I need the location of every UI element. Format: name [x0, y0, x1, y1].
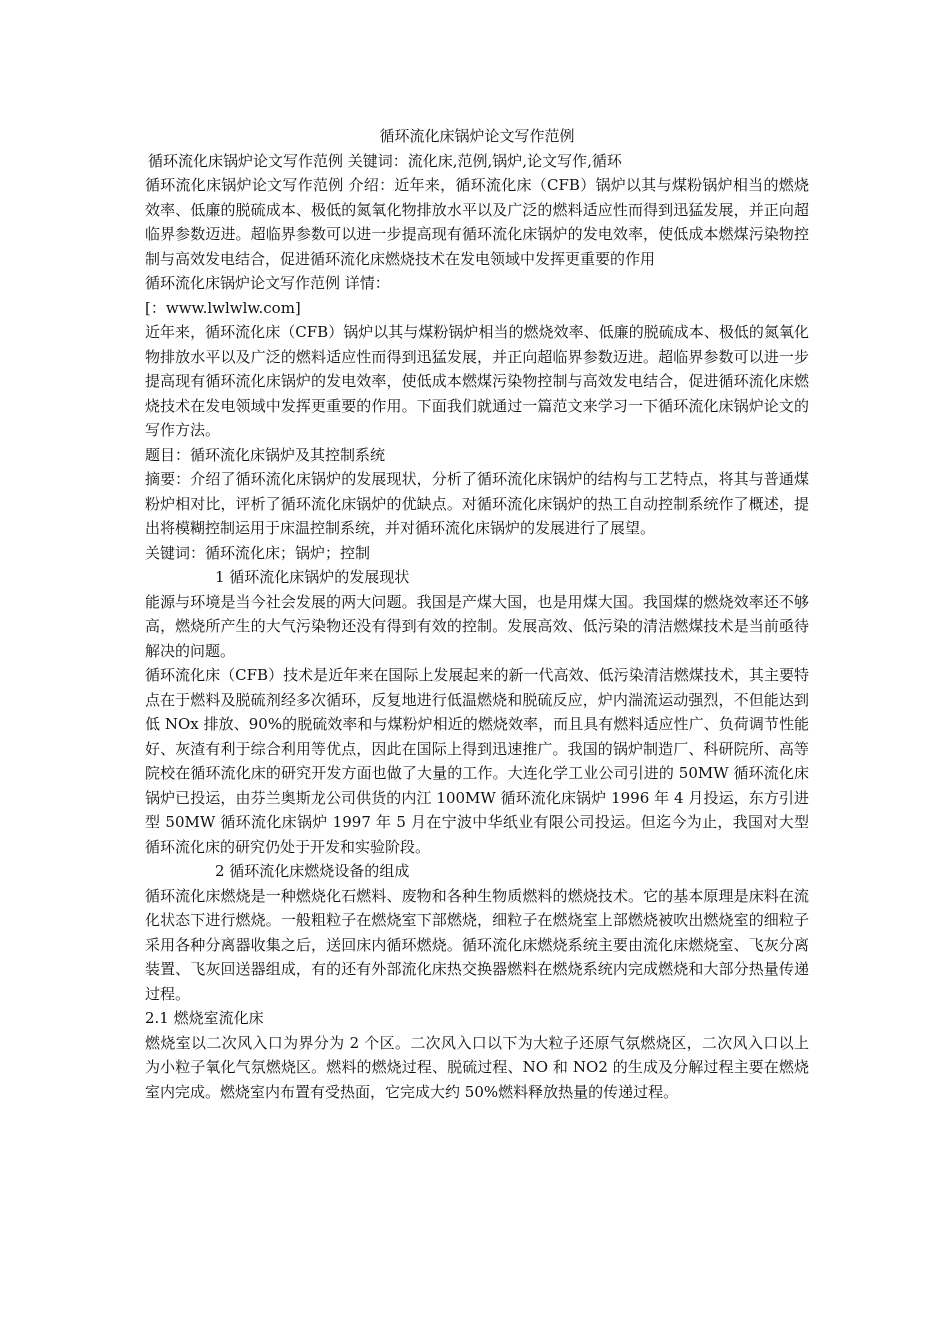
section-heading: 2 循环流化床燃烧设备的组成	[215, 862, 410, 880]
keywords-line: 循环流化床锅炉论文写作范例 关键词：流化床,范例,锅炉,论文写作,循环	[148, 151, 622, 170]
intro-paragraph: 循环流化床锅炉论文写作范例 介绍：近年来，循环流化床（CFB）锅炉以其与煤粉锅炉相当的燃烧效率、低廉的脱硫成本、极低的氮氧化物排放水平以及广泛的燃料适应性而得到迅猛发展，并正向超临界参数迈进。超临界参数可以进一步提高现有循环流化床锅炉的发电效率，使低成本燃煤污染物控制与高效发电结合，促进循环流化床燃烧技术在发电领域中发挥更重要的作用	[145, 176, 809, 268]
paper-abstract: 摘要：介绍了循环流化床锅炉的发展现状，分析了循环流化床锅炉的结构与工艺特点，将其与普通煤粉炉相对比，评析了循环流化床锅炉的优缺点。对循环流化床锅炉的热工自动控制系统作了概述，提出将模糊控制运用于床温控制系统，并对循环流化床锅炉的发展进行了展望。	[145, 470, 809, 537]
body-paragraph: 循环流化床燃烧是一种燃烧化石燃料、废物和各种生物质燃料的燃烧技术。它的基本原理是床料在流化状态下进行燃烧。一般粗粒子在燃烧室下部燃烧，细粒子在燃烧室上部燃烧被吹出燃烧室的细粒子采用各种分离器收集之后，送回床内循环燃烧。循环流化床燃烧系统主要由流化床燃烧室、飞灰分离装置、飞灰回送器组成，有的还有外部流化床热交换器燃料在燃烧系统内完成燃烧和大部分热量传递过程。	[145, 886, 809, 1003]
body-paragraph: 燃烧室以二次风入口为界分为 2 个区。二次风入口以下为大粒子还原气氛燃烧区，二次风入口以上为小粒子氧化气氛燃烧区。燃料的燃烧过程、脱硫过程、NO 和 NO2 的生成及分解过程主要在燃烧室内完成。燃烧室内布置有受热面，它完成大约 50%燃料释放热量的传递过程。	[145, 1033, 809, 1101]
document-body	[145, 124, 809, 1104]
paper-keywords: 关键词：循环流化床；锅炉；控制	[145, 543, 371, 562]
paper-topic: 题目：循环流化床锅炉及其控制系统	[145, 445, 386, 464]
subsection-heading: 2.1 燃烧室流化床	[145, 1009, 264, 1027]
section-heading: 1 循环流化床锅炉的发展现状	[215, 568, 410, 586]
details-label: 循环流化床锅炉论文写作范例 详情：	[145, 274, 390, 292]
body-paragraph: 能源与环境是当今社会发展的两大问题。我国是产煤大国，也是用煤大国。我国煤的燃烧效率还不够高，燃烧所产生的大气污染物还没有得到有效的控制。发展高效、低污染的清洁燃煤技术是当前亟待解决的问题。	[145, 592, 809, 660]
body-paragraph: 循环流化床（CFB）技术是近年来在国际上发展起来的新一代高效、低污染清洁燃煤技术，其主要特点在于燃料及脱硫剂经多次循环，反复地进行低温燃烧和脱硫反应，炉内湍流运动强烈，不但能达到低 NOx 排放、90%的脱硫效率和与煤粉炉相近的燃烧效率，而且具有燃料适应性广、负荷调节性能好、灰渣有利于综合利用等优点，因此在国际上得到迅速推广。我国的锅炉制造厂、科研院所、高等院校在循环流化床的研究开发方面也做了大量的工作。大连化学工业公司引进的 50MW 循环流化床锅炉已投运，由芬兰奥斯龙公司供货的内江 100MW 循环流化床锅炉 1996 年 4 月投运，东方引进型 50MW 循环流化床锅炉 1997 年 5 月在宁波中华纸业有限公司投运。但迄今为止，我国对大型循环流化床的研究仍处于开发和实验阶段。	[145, 666, 809, 856]
document-title: 循环流化床锅炉论文写作范例	[379, 127, 575, 145]
source-link[interactable]: [：www.lwlwlw.com]	[145, 298, 301, 317]
body-paragraph: 近年来，循环流化床（CFB）锅炉以其与煤粉锅炉相当的燃烧效率、低廉的脱硫成本、极低的氮氧化物排放水平以及广泛的燃料适应性而得到迅猛发展，并正向超临界参数迈进。超临界参数可以进一步提高现有循环流化床锅炉的发电效率，使低成本燃煤污染物控制与高效发电结合，促进循环流化床燃烧技术在发电领域中发挥更重要的作用。下面我们就通过一篇范文来学习一下循环流化床锅炉论文的写作方法。	[145, 323, 809, 439]
